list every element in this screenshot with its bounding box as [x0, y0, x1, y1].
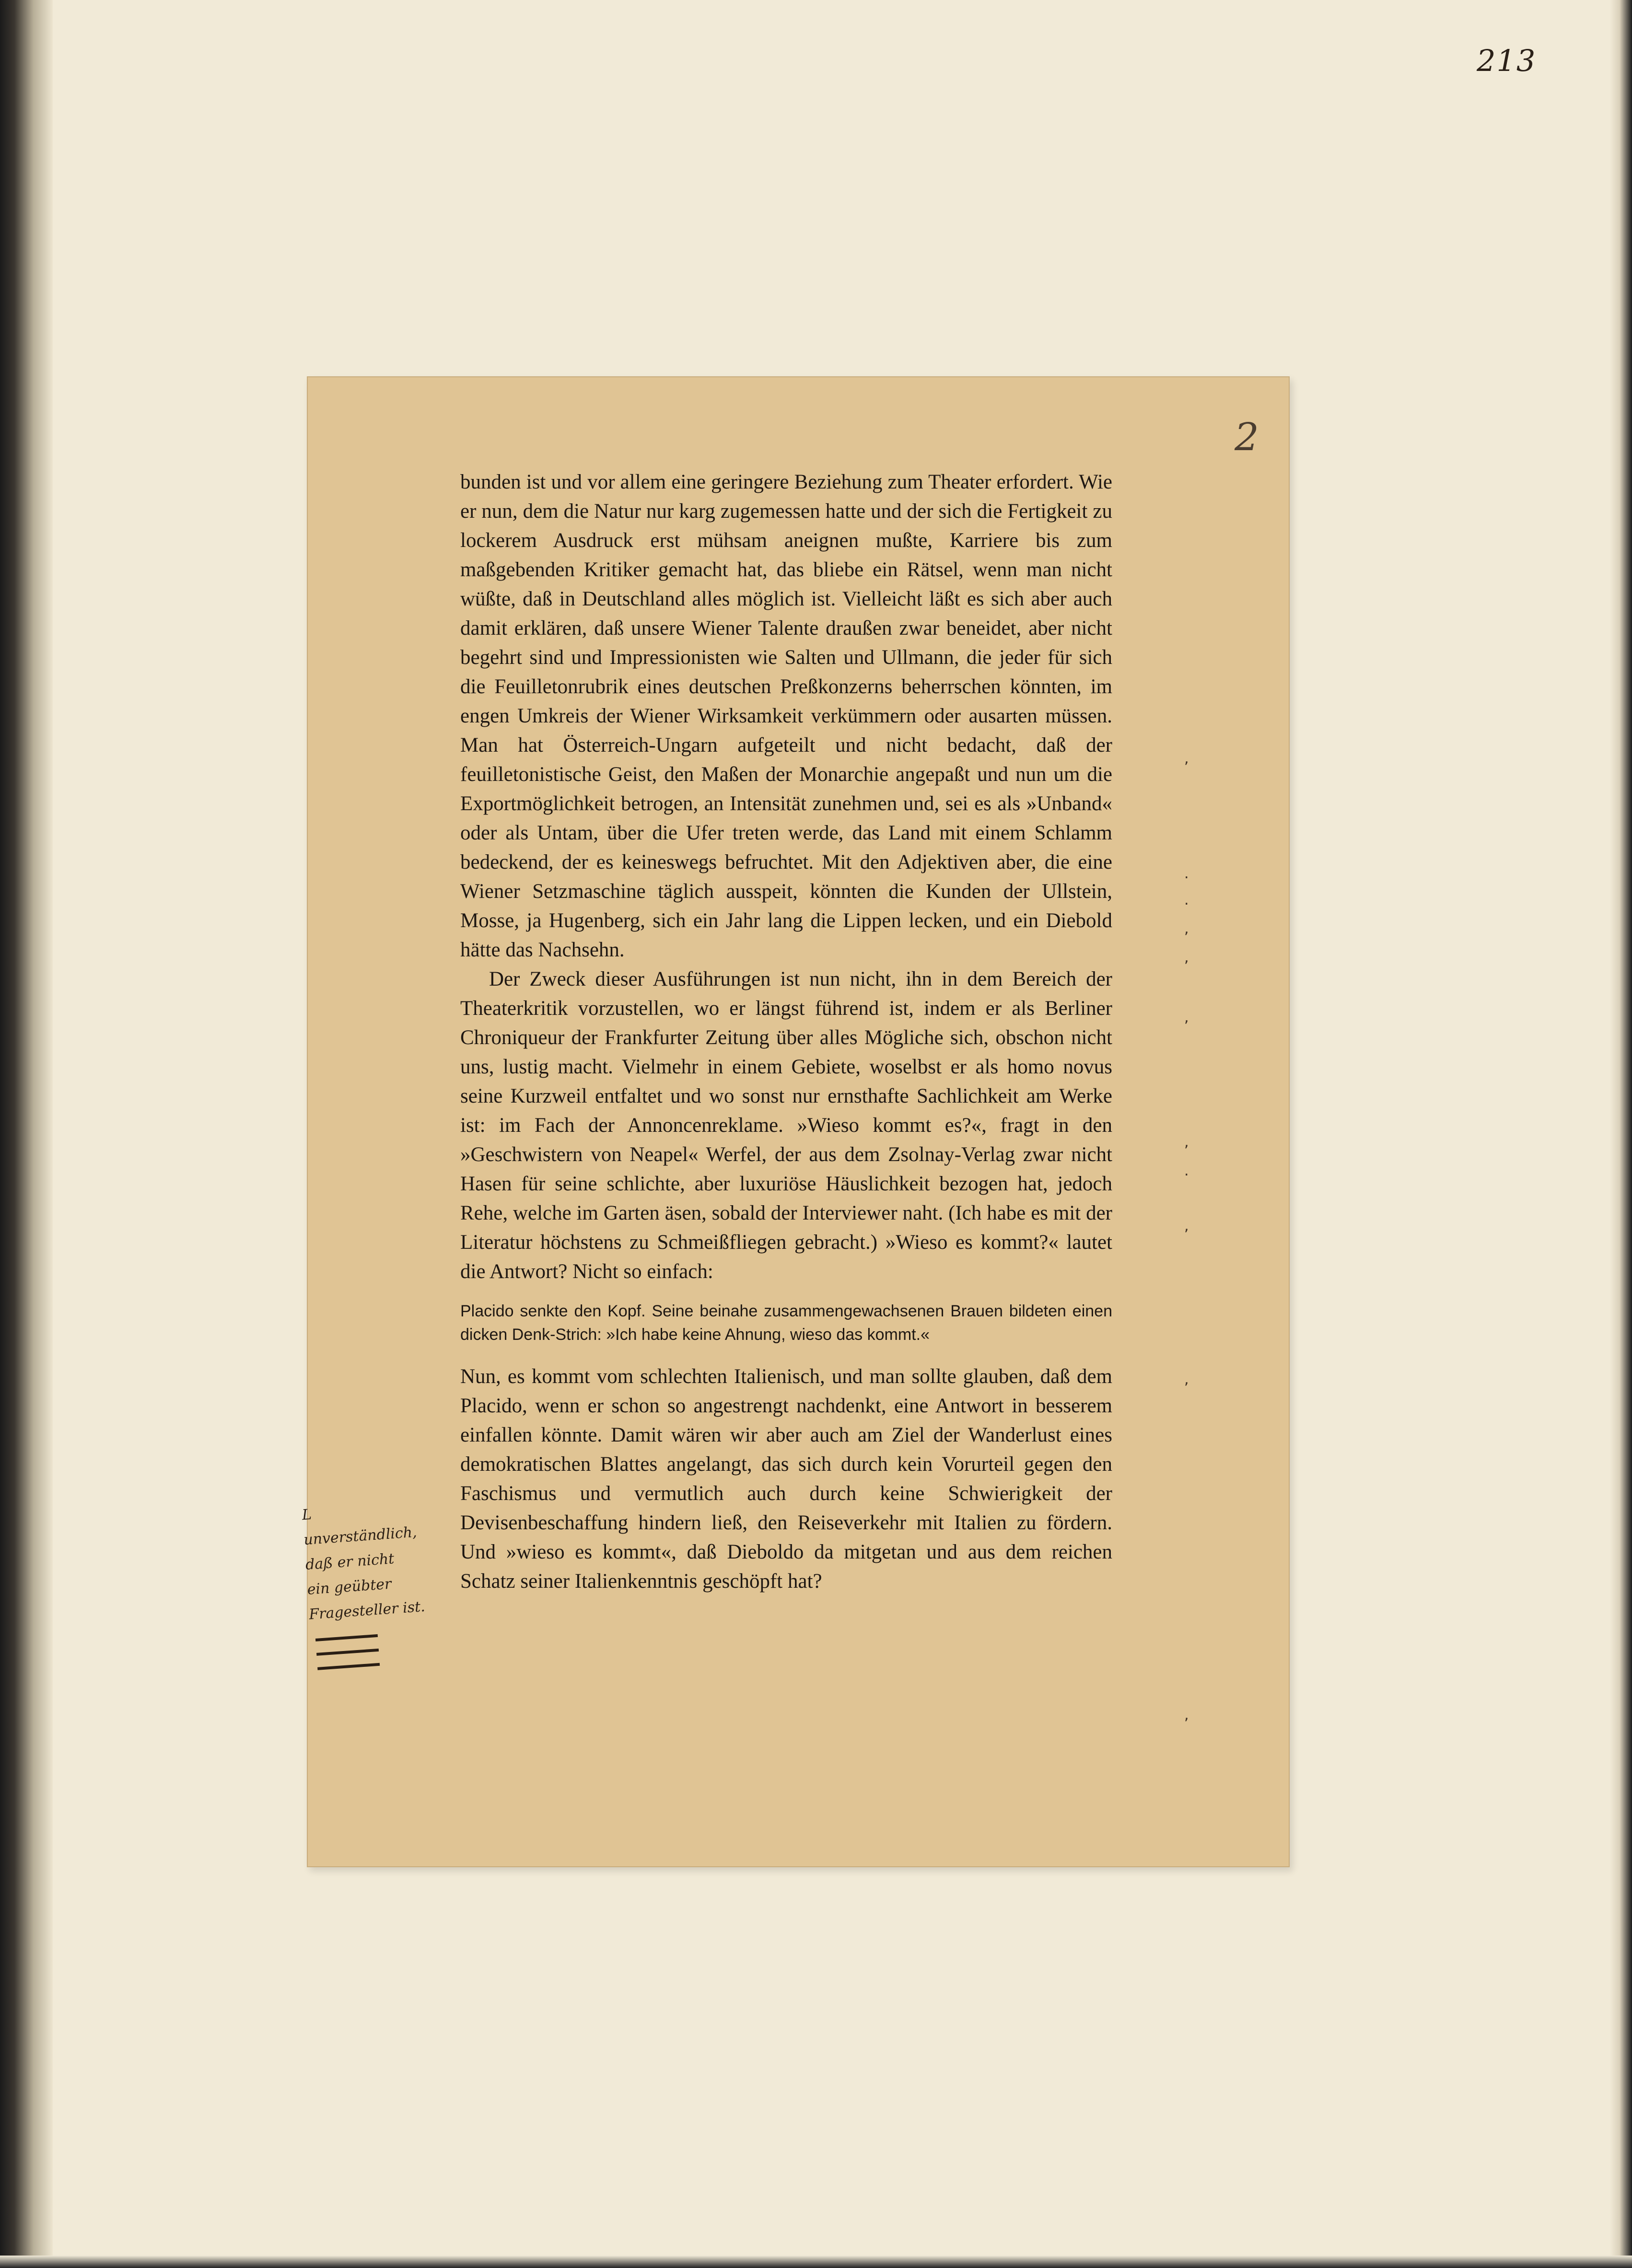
tick-mark: ,	[1184, 750, 1189, 767]
folio-number: 213	[1477, 43, 1537, 78]
margin-note-line: Fragesteller ist.	[308, 1598, 426, 1623]
tick-mark: ,	[1184, 920, 1189, 937]
strike-line	[315, 1634, 378, 1641]
margin-note-line: L	[301, 1506, 313, 1524]
newspaper-clipping	[301, 376, 1290, 1867]
binding-shadow	[0, 0, 53, 2268]
paragraph-3: Nun, es kommt vom schlechten Italienisch, und man sollte glauben, daß dem Placido, wenn er schon so angestrengt nachdenkt, eine Antwort in besserem einfallen könnte. Damit wären wir aber auch am Ziel der Wanderlust eines demokratischen Blattes angelangt, das sich durch kein Vorurteil gegen den Faschismus und vermutlich auch durch keine Schwierigkeit der Devisenbeschaffung hindern ließ, den Reiseverkehr mit Italien zu fördern. Und »wieso es kommt«, daß Dieboldo da mitgetan und aus dem reichen Schatz seiner Italienkenntnis geschöpft hat?	[460, 1365, 1112, 1593]
margin-note-line: unverständlich,	[303, 1524, 418, 1549]
tick-mark: ,	[1184, 1371, 1189, 1388]
paragraph-2: Der Zweck dieser Ausführungen ist nun nicht, ihn in dem Bereich der Theaterkritik vorzustellen, wo er längst führend ist, indem er als Berliner Chroniqueur der Frankfurter Zeitung über alles Mögliche sich, obschon nicht uns, lustig macht. Vielmehr in einem Gebiete, woselbst er als homo novus seine Kurzweil entfaltet und wo sonst nur ernsthafte Sachlichkeit am Werke ist: im Fach der Annoncenreklame. »Wieso kommt es?«, fragt in den »Geschwistern von Neapel« Werfel, der aus dem Zsolnay-Verlag zwar nicht Hasen für seine schlichte, aber luxuriöse Häuslichkeit bezogen hat, jedoch Rehe, welche im Garten äsen, sobald der Interviewer naht. (Ich habe es mit der Literatur höchstens zu Schmeißfliegen gebracht.) »Wieso es kommt?« lautet die Antwort? Nicht so einfach:	[460, 968, 1112, 1283]
tick-mark: ,	[1184, 1707, 1189, 1723]
handwritten-margin-note	[301, 1493, 449, 1670]
tick-mark: ,	[1184, 1218, 1189, 1234]
tick-mark: ,	[1184, 1009, 1189, 1026]
tick-mark: ,	[1184, 949, 1189, 966]
paragraph-1: bunden ist und vor allem eine geringere Beziehung zum Theater erfordert. Wie er nun, dem die Natur nur karg zugemessen hatte und der sich die Fertigkeit zu lockerem Ausdruck erst mühsam aneignen mußte, Karriere bis zum maßgebenden Kritiker gemacht hat, das bliebe ein Rätsel, wenn man nicht wüßte, daß in Deutschland alles möglich ist. Vielleicht läßt es sich aber auch damit erklären, daß unsere Wiener Talente draußen zwar beneidet, aber nicht begehrt sind und Impressionisten wie Salten und Ullmann, die jeder für sich die Feuilletonrubrik eines deutschen Preßkonzerns beherrschen könnten, im engen Umkreis der Wiener Wirksamkeit verkümmern oder ausarten müssen. Man hat Österreich-Ungarn aufgeteilt und nicht bedacht, daß der feuilletonistische Geist, den Maßen der Monarchie angepaßt und nun um die Exportmöglichkeit betrogen, an Intensität zunehmen und, sei es als »Unband« oder als Untam, über die Ufer treten werde, das Land mit einem Schlamm bedeckend, der es keineswegs befruchtet. Mit den Adjektiven aber, die eine Wiener Setzmaschine täglich ausspeit, könnten die Kunden der Ullstein, Mosse, ja Hugenberg, sich ein Jahr lang die Lippen lecken, und ein Diebold hätte das Nachsehn.	[460, 471, 1112, 961]
block-quote: Placido senkte den Kopf. Seine beinahe zusammengewachsenen Brauen bildeten einen dicken Denk-Strich: »Ich habe keine Ahnung, wieso das kommt.«	[460, 1302, 1112, 1344]
margin-note-line: ein geübter	[306, 1575, 392, 1598]
tick-mark: .	[1184, 892, 1189, 908]
clipping-text	[460, 467, 1112, 1596]
struck-out-lines	[311, 1629, 449, 1671]
tick-mark: .	[1184, 865, 1189, 882]
handwritten-page-mark: 2	[1235, 415, 1259, 459]
strike-line	[316, 1649, 379, 1656]
tick-mark: ,	[1184, 1134, 1189, 1151]
tick-mark: .	[1184, 1163, 1189, 1179]
page-edge-bottom	[0, 2256, 1632, 2268]
page-edge-right	[1610, 0, 1632, 2268]
margin-note-line: daß er nicht	[304, 1550, 395, 1574]
strike-line	[317, 1663, 380, 1670]
